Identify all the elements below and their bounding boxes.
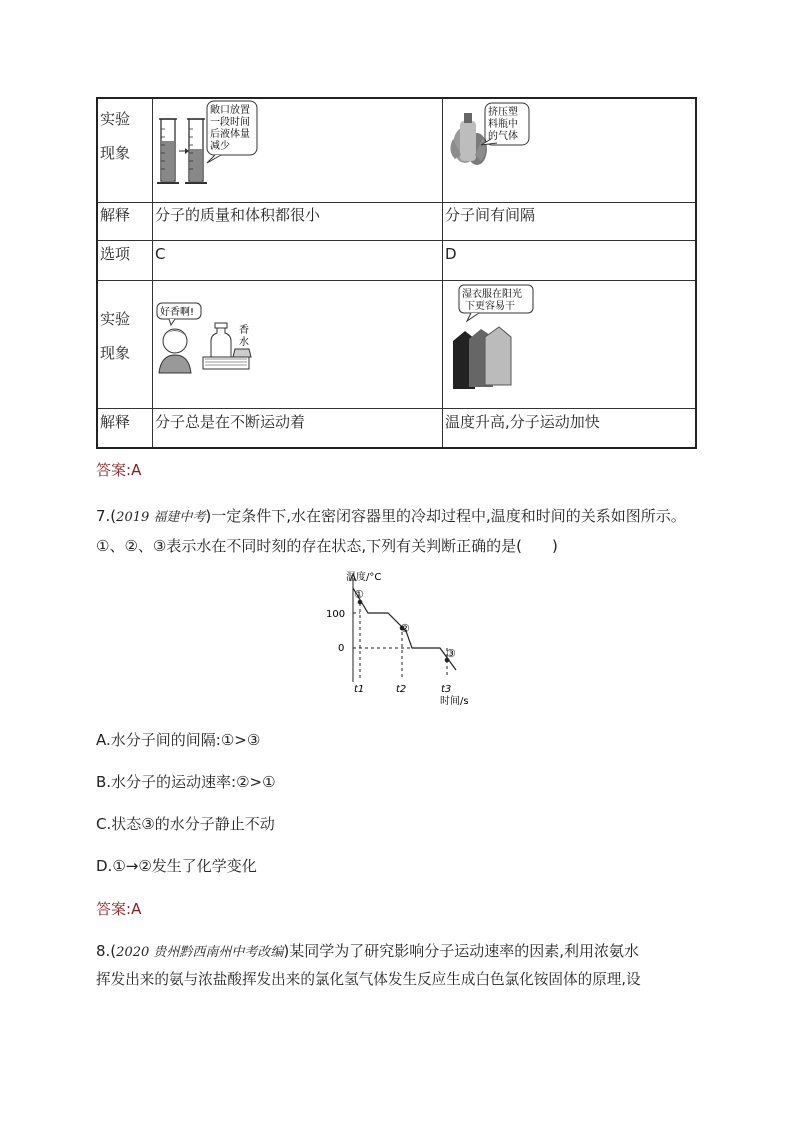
bubble-text: 一段时间 [210, 117, 250, 128]
explanation-cell: 分子间有间隔 [443, 202, 697, 240]
row-label: 解释 [97, 408, 153, 448]
x-tick-label: t1 [354, 684, 365, 695]
bubble-text: 好香啊! [160, 306, 195, 318]
question-source: 2019 福建中考 [116, 510, 206, 525]
option-a: A.水分子间的间隔:①>③ [96, 731, 261, 749]
row-label: 选项 [97, 240, 153, 280]
explanation-cell: 分子总是在不断运动着 [153, 408, 443, 448]
option-cell: D [443, 240, 697, 280]
state-label-2: ② [400, 622, 410, 635]
bubble-text: 的气体 [488, 131, 518, 142]
explanation-cell: 温度升高,分子运动加快 [443, 408, 697, 448]
label-line: 现象 [100, 144, 131, 162]
answer-6 [96, 459, 141, 480]
answer-7 [96, 898, 141, 919]
state-label-3: ③ [446, 647, 456, 660]
answer-prefix: 答案: [96, 461, 132, 479]
experiment-image-cell [153, 280, 443, 408]
bubble-text: 挤压塑 [488, 107, 518, 118]
bubble-text: 减少 [210, 141, 230, 152]
temperature-time-chart [316, 566, 486, 708]
label-line: 现象 [100, 343, 131, 362]
question-8-stem-line2: 挥发出来的氨与浓盐酸挥发出来的氯化氢气体发生反应生成白色氯化铵固体的原理,设 [96, 971, 641, 988]
experiment-image-cell [443, 98, 697, 202]
question-number: 7.( [96, 507, 117, 525]
explanation-cell: 分子的质量和体积都很小 [153, 202, 443, 240]
perfume-smell-illustration [155, 301, 265, 381]
bubble-text: 湿衣服在阳光 [462, 288, 522, 300]
bubble-text: 料瓶中 [488, 119, 518, 130]
graduated-cylinders-illustration [155, 99, 285, 195]
y-tick-label: 0 [338, 643, 345, 654]
state-label-1: ① [354, 588, 364, 601]
question-source: 2020 贵州黔西南州中考改编 [116, 945, 284, 960]
option-c: C.状态③的水分子静止不动 [96, 815, 275, 833]
question-number: 8.( [96, 942, 117, 960]
perfume-label: 水 [239, 336, 249, 348]
experiment-table [96, 97, 697, 449]
perfume-label: 香 [239, 324, 249, 336]
answer-value: A [131, 900, 142, 918]
label-line: 实验 [100, 309, 131, 328]
bubble-text: 下更容易干 [465, 300, 515, 312]
bubble-text: 敞口放置 [210, 105, 250, 116]
answer-value: A [131, 461, 142, 479]
option-b: B.水分子的运动速率:②>① [96, 773, 276, 791]
answer-prefix: 答案: [96, 900, 132, 918]
y-axis-label: 温度/°C [346, 572, 382, 583]
experiment-image-cell [443, 280, 697, 408]
x-tick-label: t3 [441, 684, 452, 695]
question-7-stem [96, 502, 696, 561]
row-label [97, 280, 153, 408]
squeeze-bottle-illustration [445, 99, 555, 179]
question-text: )一定条件下,水在密闭容器里的冷却过程中,温度和时间的关系如图所示。①、②、③表示水在不同时刻的存在状态,下列有关判断正确的是( ) [96, 507, 686, 555]
option-cell: C [153, 240, 443, 280]
bubble-text: 后液体量 [210, 129, 250, 140]
experiment-image-cell [153, 98, 443, 202]
x-tick-label: t2 [396, 684, 407, 695]
label-line: 实验 [100, 110, 131, 128]
row-label: 解释 [97, 202, 153, 240]
row-label [97, 98, 153, 202]
wet-clothes-sunlight-illustration [445, 281, 555, 393]
question-8-stem-line1 [96, 940, 639, 961]
option-d: D.①→②发生了化学变化 [96, 857, 257, 875]
x-axis-label: 时间/s [440, 696, 469, 707]
y-tick-label: 100 [326, 609, 346, 620]
question-text: )某同学为了研究影响分子运动速率的因素,利用浓氨水 [283, 942, 640, 960]
